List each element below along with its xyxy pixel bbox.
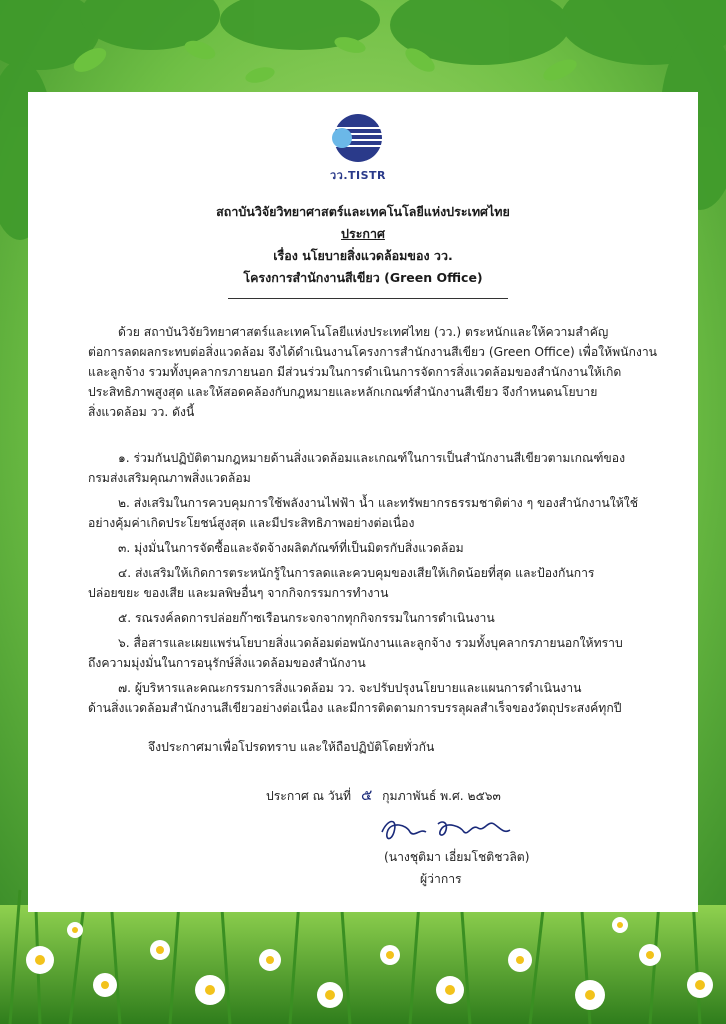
policy-item-5: ๕. รณรงค์ลดการปล่อยก๊าซเรือนกระจกจากทุกกิจกรรมในการดำเนินงาน <box>118 611 495 625</box>
policy-item-6-line-2: ถึงความมุ่งมั่นในการอนุรักษ์สิ่งแวดล้อมของสำนักงาน <box>88 656 366 670</box>
signer-name: (นางชุติมา เอี่ยมโชติชวลิต) <box>384 850 530 864</box>
policy-item-2-line-2: อย่างคุ้มค่าเกิดประโยชน์สูงสุด และมีประสิทธิภาพอย่างต่อเนื่อง <box>88 516 415 530</box>
policy-item-6-line-1: ๖. สื่อสารและเผยแพร่นโยบายสิ่งแวดล้อมต่อพนักงานและลูกจ้าง รวมทั้งบุคลากรภายนอกให้ทราบ <box>118 636 623 650</box>
policy-item-1-line-2: กรมส่งเสริมคุณภาพสิ่งแวดล้อม <box>88 471 251 485</box>
project-line: โครงการสำนักงานสีเขียว (Green Office) <box>243 270 483 285</box>
policy-item-4-line-1: ๔. ส่งเสริมให้เกิดการตระหนักรู้ในการลดและควบคุมของเสียให้เกิดน้อยที่สุด และป้องกันการ <box>118 566 595 580</box>
signature-mark <box>376 810 516 850</box>
date-rest: กุมภาพันธ์ พ.ศ. ๒๕๖๓ <box>382 789 501 803</box>
policy-item-7-line-1: ๗. ผู้บริหารและคณะกรรมการสิ่งแวดล้อม วว. จะปรับปรุงนโยบายและแผนการดำเนินงาน <box>118 681 582 695</box>
policy-item-4-line-2: ปล่อยขยะ ของเสีย และมลพิษอื่นๆ จากกิจกรรมการทำงาน <box>88 586 389 600</box>
logo-text: วว.TISTR <box>329 169 387 182</box>
intro-line-5: สิ่งแวดล้อม วว. ดังนี้ <box>88 405 195 419</box>
policy-item-7-line-2: ด้านสิ่งแวดล้อมสำนักงานสีเขียวอย่างต่อเนื่อง และมีการติดตามการบรรลุผลสำเร็จของวัตถุประสงค์ทุกปี <box>88 701 622 715</box>
institute-name: สถาบันวิจัยวิทยาศาสตร์และเทคโนโลยีแห่งประเทศไทย <box>216 204 510 219</box>
policy-item-1-line-1: ๑. ร่วมกันปฏิบัติตามกฎหมายด้านสิ่งแวดล้อมและเกณฑ์ในการเป็นสำนักงานสีเขียวตามเกณฑ์ของ <box>118 451 626 465</box>
subject-line: เรื่อง นโยบายสิ่งแวดล้อมของ วว. <box>273 248 453 263</box>
announcement-title: ประกาศ <box>341 226 385 241</box>
intro-line-4: ประสิทธิภาพสูงสุด และให้สอดคล้องกับกฎหมายและหลักเกณฑ์สำนักงานสีเขียว จึงกำหนดนโยบาย <box>88 385 598 399</box>
intro-line-2: ต่อการลดผลกระทบต่อสิ่งแวดล้อม จึงได้ดำเนินงานโครงการสำนักงานสีเขียว (Green Office) เพื่อให้พนักงาน <box>88 345 658 359</box>
header-divider <box>228 298 508 299</box>
intro-line-1: ด้วย สถาบันวิจัยวิทยาศาสตร์และเทคโนโลยีแห่งประเทศไทย (วว.) ตระหนักและให้ความสำคัญ <box>118 325 609 339</box>
announcement-date <box>266 783 501 807</box>
intro-line-3: และลูกจ้าง รวมทั้งบุคลากรภายนอก มีส่วนร่วมในการดำเนินการจัดการสิ่งแวดล้อมของสำนักงานให้เกิด <box>88 365 622 379</box>
signer-title: ผู้ว่าการ <box>420 872 462 886</box>
policy-item-3: ๓. มุ่งมั่นในการจัดซื้อและจัดจ้างผลิตภัณฑ์ที่เป็นมิตรกับสิ่งแวดล้อม <box>118 541 464 555</box>
policy-item-2-line-1: ๒. ส่งเสริมในการควบคุมการใช้พลังงานไฟฟ้า น้ำ และทรัพยากรธรรมชาติต่าง ๆ ของสำนักงานให้ใช้ <box>118 496 638 510</box>
date-prefix: ประกาศ ณ วันที่ <box>266 789 352 803</box>
date-day: ๕ <box>360 786 373 804</box>
closing-statement: จึงประกาศมาเพื่อโปรดทราบ และให้ถือปฏิบัติโดยทั่วกัน <box>148 740 435 754</box>
